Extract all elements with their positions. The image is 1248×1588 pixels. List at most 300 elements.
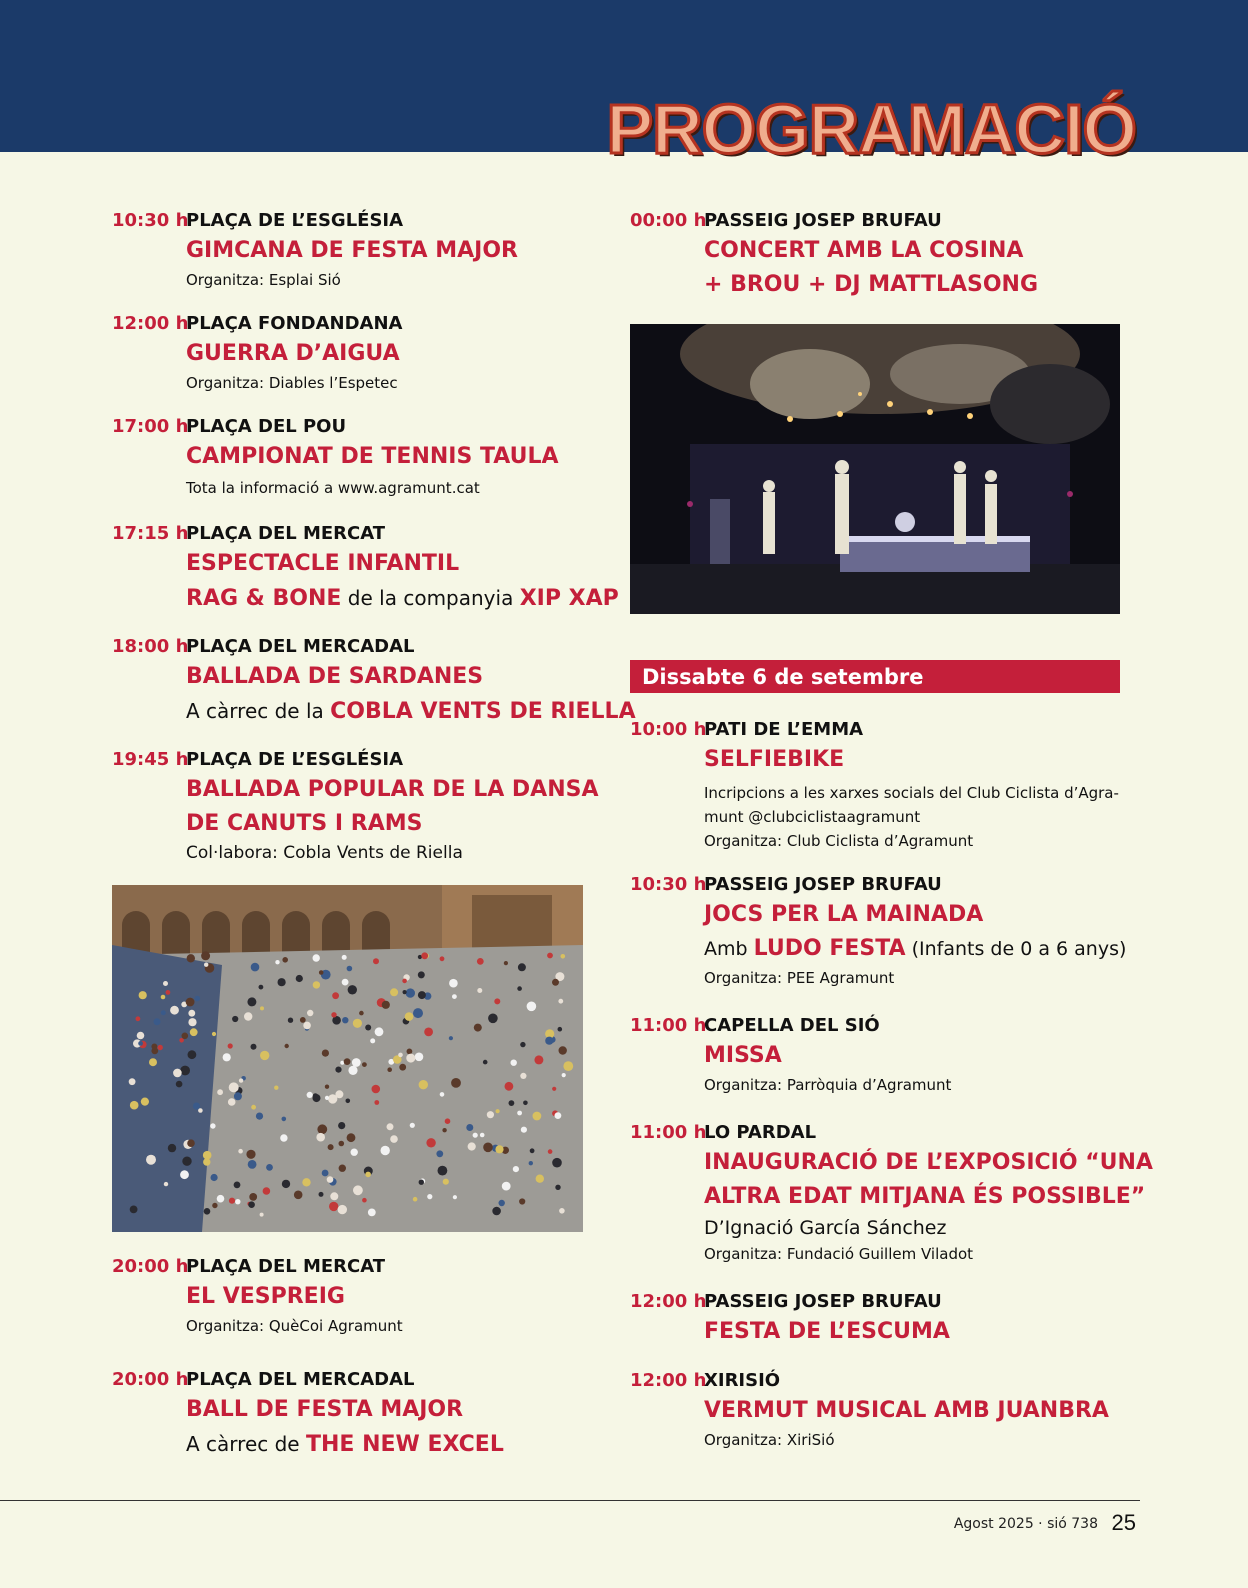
- event-time: 10:30 h: [112, 210, 189, 231]
- crowd-figure: [387, 1067, 392, 1072]
- subtitle-text: A càrrec de la: [186, 699, 331, 723]
- crowd-figure: [228, 1043, 233, 1048]
- event-subtitle: [186, 694, 636, 729]
- crowd-figure: [280, 1134, 287, 1141]
- crowd-figure: [375, 1027, 384, 1036]
- crowd-figure: [239, 1078, 243, 1082]
- crowd-figure: [212, 1032, 216, 1036]
- event-vespreig: [112, 1256, 592, 1369]
- event-venue: PLAÇA DEL MERCAT: [186, 523, 386, 544]
- crowd-figure: [228, 1098, 236, 1106]
- crowd-figure: [505, 1082, 514, 1091]
- crowd-figure: [263, 1187, 271, 1195]
- left-column-lower: [112, 1256, 592, 1462]
- crowd-figure: [313, 981, 320, 988]
- crowd-figure: [348, 985, 357, 994]
- crowd-figure: [527, 1002, 537, 1012]
- crowd-figure: [407, 1049, 413, 1055]
- crowd-figure: [487, 1111, 494, 1118]
- event-subtitle: [186, 1427, 592, 1462]
- event-time: 19:45 h: [112, 749, 189, 770]
- crowd-figure: [217, 1089, 223, 1095]
- crowd-figure: [188, 1010, 195, 1017]
- crowd-figure: [545, 1037, 553, 1045]
- event-canuts-rams: [112, 749, 599, 865]
- concert-photo: [630, 324, 1120, 614]
- crowd-figure: [274, 1086, 278, 1090]
- event-organizer: Organitza: XiriSió: [704, 1431, 835, 1449]
- crowd-figure: [418, 971, 425, 978]
- crowd-figure: [530, 1148, 535, 1153]
- crowd-figure: [346, 1099, 351, 1104]
- crowd-figure: [335, 1067, 341, 1073]
- crowd-figure: [247, 997, 256, 1006]
- event-organizer: Organitza: PEE Agramunt: [704, 969, 895, 987]
- crowd-figure: [419, 1180, 424, 1185]
- crowd-figure: [187, 1139, 195, 1147]
- crowd-figure: [251, 1105, 256, 1110]
- event-time: 20:00 h: [112, 1256, 189, 1277]
- crowd-figure: [453, 1195, 457, 1199]
- crowd-figure: [201, 951, 210, 960]
- event-collaborator: Col·labora: Cobla Vents de Riella: [186, 843, 463, 863]
- crowd-figure: [190, 1028, 198, 1036]
- crowd-figure: [328, 1144, 334, 1150]
- performer-name: COBLA VENTS DE RIELLA: [330, 699, 636, 724]
- event-subtitle: [704, 932, 1135, 966]
- crowd-figure: [359, 1011, 364, 1016]
- crowd-figure: [381, 1146, 390, 1155]
- event-time: 10:30 h: [630, 874, 707, 895]
- crowd-figure: [203, 1151, 212, 1160]
- event-venue: XIRISIÓ: [704, 1370, 781, 1391]
- crowd-figure: [266, 1164, 273, 1171]
- crowd-figure: [504, 961, 508, 965]
- event-venue: PLAÇA DE L’ESGLÉSIA: [186, 749, 404, 770]
- event-title: VERMUT MUSICAL AMB JUANBRA: [704, 1398, 1109, 1423]
- crowd-figure: [319, 970, 324, 975]
- crowd-figure: [173, 1069, 182, 1078]
- crowd-figure: [146, 1155, 156, 1165]
- event-ball-festa-major: [112, 1369, 592, 1462]
- crowd-figure: [317, 1124, 327, 1134]
- crowd-figure: [259, 985, 264, 990]
- crowd-figure: [188, 1018, 196, 1026]
- event-time: 10:00 h: [630, 719, 707, 740]
- crowd-figure: [563, 1061, 573, 1071]
- crowd-figure: [204, 1208, 211, 1215]
- crowd-figure: [517, 1111, 522, 1116]
- crowd-figure: [195, 996, 201, 1002]
- event-title: GUERRA D’AIGUA: [186, 341, 400, 366]
- crowd-figure: [403, 990, 407, 994]
- crowd-figure: [495, 1145, 503, 1153]
- crowd-figure: [288, 1018, 293, 1023]
- event-organizer: Organitza: Club Ciclista d’Agramunt: [704, 832, 974, 850]
- crowd-figure: [562, 1073, 566, 1077]
- event-venue: PLAÇA DE L’ESGLÉSIA: [186, 210, 404, 231]
- performer-name: THE NEW EXCEL: [305, 1432, 504, 1457]
- crowd-figure: [282, 1180, 290, 1188]
- crowd-figure: [365, 1025, 371, 1031]
- crowd-figure: [436, 1150, 443, 1157]
- crowd-figure: [520, 1042, 525, 1047]
- event-festa-escuma: [630, 1291, 1135, 1370]
- crowd-figure: [509, 1100, 515, 1106]
- event-organizer: Organitza: Parròquia d’Agramunt: [704, 1076, 952, 1094]
- crowd-figure: [129, 1078, 136, 1085]
- crowd-figure: [161, 995, 166, 1000]
- crowd-figure: [136, 1016, 141, 1021]
- crowd-figure: [322, 1050, 329, 1057]
- crowd-figure: [325, 1096, 329, 1100]
- crowd-figure: [555, 1185, 560, 1190]
- show-name: RAG & BONE: [186, 586, 342, 611]
- crowd-figure: [443, 1179, 449, 1185]
- crowd-figure: [211, 1174, 218, 1181]
- crowd-figure: [330, 1192, 338, 1200]
- event-time: 12:00 h: [630, 1370, 707, 1391]
- right-column-top: [630, 210, 1135, 302]
- crowd-figure: [327, 1176, 334, 1183]
- crowd-figure: [188, 1050, 197, 1059]
- event-title: BALL DE FESTA MAJOR: [186, 1397, 464, 1422]
- event-time: 12:00 h: [630, 1291, 707, 1312]
- crowd-figure: [449, 979, 458, 988]
- crowd-figure: [477, 958, 484, 965]
- crowd-figure: [424, 1028, 433, 1037]
- event-organizer: Organitza: Fundació Guillem Viladot: [704, 1245, 974, 1263]
- page-number: 25: [1111, 1510, 1136, 1535]
- crowd-figure: [413, 1197, 418, 1202]
- crowd-figure: [511, 1060, 517, 1066]
- crowd-figure: [402, 979, 407, 984]
- crowd-figure: [555, 1112, 562, 1119]
- crowd-figure: [483, 1143, 493, 1153]
- subtitle-text: de la companyia: [341, 586, 520, 610]
- crowd-figure: [438, 1166, 448, 1176]
- crowd-figure: [282, 1117, 287, 1122]
- event-title: CONCERT AMB LA COSINA: [704, 238, 1024, 263]
- crowd-figure: [246, 1150, 255, 1159]
- event-vermut-musical: [630, 1370, 1135, 1452]
- crowd-figure: [474, 1024, 482, 1032]
- event-venue: PASSEIG JOSEP BRUFAU: [704, 874, 942, 895]
- crowd-figure: [294, 1191, 303, 1200]
- event-title: MISSA: [704, 1043, 782, 1068]
- crowd-figure: [285, 1044, 289, 1048]
- crowd-figure: [348, 1066, 357, 1075]
- crowd-figure: [353, 1019, 362, 1028]
- event-time: 11:00 h: [630, 1015, 707, 1036]
- crowd-figure: [426, 1138, 435, 1147]
- crowd-figure: [238, 1149, 243, 1154]
- event-venue: CAPELLA DEL SIÓ: [704, 1015, 880, 1036]
- crowd-figure: [561, 954, 566, 959]
- company-name: XIP XAP: [519, 586, 619, 611]
- event-venue: PLAÇA FONDANDANA: [186, 313, 403, 334]
- crowd-figure: [338, 1122, 345, 1129]
- crowd-figure: [534, 1055, 543, 1064]
- event-gimcana: [112, 210, 592, 313]
- crowd-figure: [186, 998, 195, 1007]
- crowd-figure: [313, 1093, 318, 1098]
- event-organizer: Organitza: QuèCoi Agramunt: [186, 1317, 403, 1335]
- crowd-figure: [342, 1017, 348, 1023]
- performer-name: LUDO FESTA: [753, 936, 906, 961]
- crowd-figure: [373, 958, 379, 964]
- crowd-figure: [477, 988, 482, 993]
- crowd-figure: [313, 954, 320, 961]
- crowd-figure: [406, 988, 415, 997]
- crowd-figure: [182, 1157, 191, 1166]
- crowd-figure: [338, 1205, 347, 1214]
- event-title: SELFIEBIKE: [704, 747, 845, 772]
- crowd-figure: [390, 1135, 398, 1143]
- crowd-figure: [466, 1124, 473, 1131]
- event-title: CAMPIONAT DE TENNIS TAULA: [186, 444, 559, 469]
- crowd-figure: [232, 1016, 238, 1022]
- crowd-figure: [390, 988, 398, 996]
- crowd-figure: [256, 1113, 263, 1120]
- crowd-figure: [351, 1149, 358, 1156]
- crowd-figure: [164, 1182, 168, 1186]
- crowd-figure: [248, 1160, 257, 1169]
- crowd-figure: [533, 1112, 542, 1121]
- crowd-figure: [248, 1201, 255, 1208]
- crowd-figure: [445, 1118, 451, 1124]
- crowd-figure: [452, 994, 457, 999]
- crowd-figure: [449, 1036, 453, 1040]
- crowd-figure: [440, 1092, 445, 1097]
- crowd-figure: [518, 963, 526, 971]
- event-guerra-aigua: [112, 313, 592, 416]
- crowd-figure: [427, 1194, 432, 1199]
- crowd-figure: [405, 1012, 414, 1021]
- crowd-figure: [322, 1170, 329, 1177]
- crowd-figure: [496, 1109, 500, 1113]
- crowd-figure: [260, 1051, 269, 1060]
- event-jocs-mainada: [630, 874, 1135, 1015]
- crowd-figure: [406, 1054, 415, 1063]
- crowd-figure: [166, 990, 171, 995]
- event-title: INAUGURACIÓ DE L’EXPOSICIÓ “UNA: [704, 1150, 1153, 1175]
- event-time: 11:00 h: [630, 1122, 707, 1143]
- subtitle-text: A càrrec de: [186, 1432, 306, 1456]
- event-selfiebike: [630, 719, 1135, 874]
- crowd-figure: [552, 979, 559, 986]
- crowd-figure: [548, 1149, 553, 1154]
- crowd-figure: [451, 1078, 461, 1088]
- crowd-figure: [374, 1100, 379, 1105]
- crowd-figure: [473, 1133, 478, 1138]
- crowd-figure: [212, 1203, 217, 1208]
- crowd-figure: [352, 1058, 361, 1067]
- crowd-figure: [223, 1053, 231, 1061]
- subtitle-note: (Infants de 0 a 6 anys): [905, 938, 1127, 960]
- crowd-figure: [302, 1178, 310, 1186]
- crowd-figure: [339, 1165, 346, 1172]
- crowd-figure: [316, 1133, 325, 1142]
- event-venue: LO PARDAL: [704, 1122, 817, 1143]
- event-sardanes: [112, 636, 636, 749]
- crowd-figure: [249, 1193, 257, 1201]
- event-time: 20:00 h: [112, 1369, 189, 1390]
- crowd-figure: [182, 1033, 189, 1040]
- crowd-figure: [365, 1172, 371, 1178]
- crowd-figure: [368, 1209, 376, 1217]
- crowd-figure: [421, 952, 428, 959]
- event-venue: PLAÇA DEL MERCAT: [186, 1256, 386, 1277]
- crowd-figure: [494, 998, 500, 1004]
- event-inauguracio-exposicio: [630, 1122, 1153, 1291]
- crowd-figure: [193, 1103, 200, 1110]
- event-title: BALLADA DE SARDANES: [186, 664, 484, 689]
- event-title: JOCS PER LA MAINADA: [704, 902, 984, 927]
- crowd-figure: [362, 1198, 367, 1203]
- crowd-figure: [278, 978, 286, 986]
- crowd-figure: [499, 1200, 505, 1206]
- crowd-figure: [488, 1014, 498, 1024]
- crowd-figure: [347, 1133, 356, 1142]
- crowd-figure: [180, 1170, 189, 1179]
- crowd-figure: [519, 1198, 525, 1204]
- crowd-figure: [536, 1175, 544, 1183]
- crowd-figure: [217, 1195, 225, 1203]
- crowd-figure: [139, 991, 147, 999]
- event-venue: PASSEIG JOSEP BRUFAU: [704, 1291, 942, 1312]
- crowd-figure: [154, 1018, 161, 1025]
- crowd-figure: [342, 955, 347, 960]
- crowd-figure: [344, 1058, 351, 1065]
- crowd-figure: [325, 1085, 329, 1089]
- crowd-figure: [559, 1046, 567, 1054]
- crowd-figure: [558, 999, 563, 1004]
- event-info-line1: Incripcions a les xarxes socials del Club Ciclista d’Agra-: [704, 784, 1119, 802]
- crowd-figure: [413, 1008, 423, 1018]
- event-venue: PLAÇA DEL POU: [186, 416, 347, 437]
- crowd-figure: [141, 1098, 149, 1106]
- crowd-figure: [170, 1006, 179, 1015]
- event-venue: PLAÇA DEL MERCADAL: [186, 636, 415, 657]
- event-concert-cosina: [630, 210, 1135, 302]
- crowd-figure: [440, 956, 445, 961]
- event-info: Tota la informació a www.agramunt.cat: [186, 479, 480, 497]
- event-title-line2: + BROU + DJ MATTLASONG: [704, 272, 1039, 297]
- crowd-figure: [229, 1082, 239, 1092]
- crowd-figure: [523, 1101, 528, 1106]
- event-title: BALLADA POPULAR DE LA DANSA: [186, 777, 599, 802]
- crowd-figure: [339, 1141, 345, 1147]
- crowd-figure: [332, 992, 339, 999]
- crowd-figure: [130, 1206, 138, 1214]
- crowd-figure: [130, 1101, 139, 1110]
- event-subtitle: [186, 581, 619, 616]
- crowd-figure: [251, 1044, 257, 1050]
- crowd-figure: [362, 1062, 367, 1067]
- crowd-figure: [552, 1087, 556, 1091]
- event-author: D’Ignació García Sánchez: [704, 1217, 947, 1239]
- crowd-figure: [398, 1053, 403, 1058]
- crowd-figure: [399, 1064, 406, 1071]
- crowd-figure: [260, 1006, 264, 1010]
- crowd-figure: [558, 1027, 563, 1032]
- crowd-figure: [198, 1108, 203, 1113]
- event-tennis-taula: [112, 416, 592, 523]
- crowd-figure: [234, 1182, 241, 1189]
- crowd-figure: [529, 1161, 533, 1165]
- event-missa: [630, 1015, 1135, 1122]
- crowd-figure: [235, 1199, 240, 1204]
- crowd-figure: [342, 979, 349, 986]
- crowd-figure: [260, 1213, 264, 1217]
- event-title: EL VESPREIG: [186, 1284, 345, 1309]
- crowd-figure: [513, 1166, 519, 1172]
- event-time: 17:15 h: [112, 523, 189, 544]
- event-venue: PATI DE L’EMMA: [704, 719, 864, 740]
- crowd-figure: [137, 1032, 145, 1040]
- crowd-figure: [204, 963, 208, 967]
- right-column-lower: [630, 719, 1153, 1452]
- crowd-figure: [492, 1207, 501, 1216]
- crowd-figure: [418, 991, 426, 999]
- dance-photo: [112, 885, 583, 1232]
- crowd-figure: [158, 1045, 163, 1050]
- crowd-figure: [307, 1010, 313, 1016]
- crowd-figure: [521, 1127, 527, 1133]
- crowd-figure: [552, 1158, 562, 1168]
- crowd-figure: [251, 963, 260, 972]
- event-venue: PLAÇA DEL MERCADAL: [186, 1369, 415, 1390]
- crowd-figure: [176, 1081, 183, 1088]
- crowd-figure: [517, 986, 522, 991]
- event-time: 12:00 h: [112, 313, 189, 334]
- event-espectacle-infantil: [112, 523, 619, 636]
- crowd-figure: [151, 1044, 157, 1050]
- event-organizer: Organitza: Esplai Sió: [186, 271, 341, 289]
- crowd-figure: [419, 1080, 428, 1089]
- event-time: 18:00 h: [112, 636, 189, 657]
- crowd-figure: [275, 960, 279, 964]
- crowd-figure: [468, 1142, 476, 1150]
- crowd-figure: [372, 1085, 381, 1094]
- crowd-figure: [329, 1202, 338, 1211]
- crowd-figure: [502, 1182, 511, 1191]
- crowd-figure: [300, 1017, 306, 1023]
- footer-rule: [0, 1500, 1140, 1501]
- crowd-figure: [303, 1022, 311, 1030]
- crowd-figure: [307, 1092, 313, 1098]
- event-info-line2: munt @clubciclistaagramunt: [704, 808, 921, 826]
- crowd-figure: [180, 1066, 190, 1076]
- crowd-figure: [415, 1053, 424, 1062]
- crowd-figure: [410, 1123, 415, 1128]
- crowd-figure: [442, 1128, 446, 1132]
- crowd-figure: [370, 1038, 375, 1043]
- event-venue: PASSEIG JOSEP BRUFAU: [704, 210, 942, 231]
- crowd-figure: [331, 1012, 336, 1017]
- crowd-figure: [187, 954, 195, 962]
- crowd-figure: [547, 953, 553, 959]
- crowd-figure: [296, 975, 303, 982]
- crowd-figure: [347, 966, 353, 972]
- left-column: [112, 210, 636, 865]
- crowd-figure: [282, 957, 288, 963]
- event-title-line2: DE CANUTS I RAMS: [186, 811, 423, 836]
- event-time: 00:00 h: [630, 210, 707, 231]
- footer-issue: Agost 2025 · sió 738: [953, 1516, 1098, 1532]
- crowd-figure: [520, 1073, 526, 1079]
